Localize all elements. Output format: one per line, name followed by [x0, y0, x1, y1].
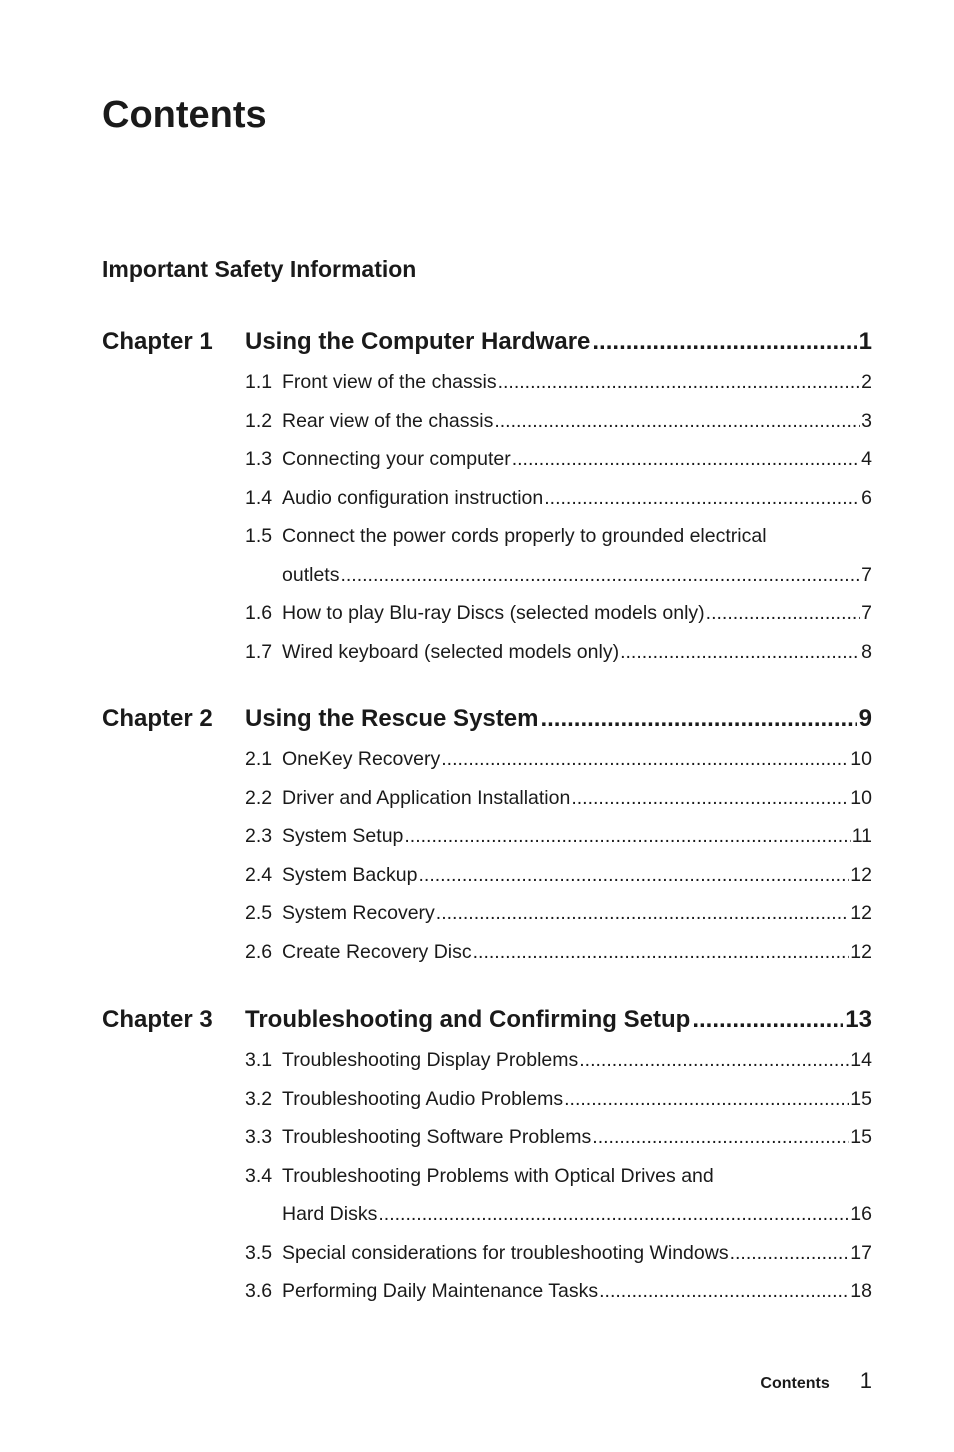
dot-leader: [579, 1041, 849, 1080]
entry-page-number: 6: [861, 486, 872, 509]
entry-page-number: 10: [850, 786, 872, 809]
toc-entry-1-4[interactable]: [245, 479, 872, 518]
toc-entry-2-1[interactable]: [245, 740, 872, 779]
entry-title: System Recovery: [282, 902, 435, 924]
toc-entry-2-2[interactable]: [245, 779, 872, 818]
entry-title: Rear view of the chassis: [282, 409, 494, 432]
safety-heading[interactable]: Important Safety Information: [102, 256, 417, 282]
chapter-3-entries: [245, 1041, 872, 1311]
entry-title: Troubleshooting Audio Problems: [282, 1087, 564, 1110]
entry-title-continued: outlets: [282, 563, 340, 586]
entry-number: 1.3: [245, 448, 273, 470]
entry-number: 2.4: [245, 863, 273, 886]
toc-entry-3-6[interactable]: [245, 1272, 872, 1311]
footer-section-label: Contents: [760, 1375, 830, 1392]
entry-title: Connecting your computer: [282, 448, 511, 470]
dot-leader: [564, 1080, 849, 1119]
dot-leader: [592, 325, 856, 359]
entry-page-number: 10: [850, 748, 872, 770]
dot-leader: [706, 594, 860, 633]
entry-title: Troubleshooting Problems with Optical Drives and: [282, 1164, 714, 1187]
chapter-2-heading[interactable]: [102, 702, 872, 736]
chapter-2-entries: [245, 740, 872, 971]
entry-page-number: 12: [850, 863, 872, 886]
chapter-2: [102, 702, 872, 971]
entry-title: Wired keyboard (selected models only): [282, 640, 620, 663]
entry-number: 2.2: [245, 786, 273, 809]
entry-page-number: 17: [850, 1241, 872, 1264]
toc-entry-3-1[interactable]: [245, 1041, 872, 1080]
entry-number: 3.3: [245, 1126, 273, 1148]
entry-number: 2.5: [245, 902, 273, 924]
entry-title: System Backup: [282, 863, 418, 886]
entry-title: System Setup: [282, 825, 404, 847]
toc-entry-3-4-continued[interactable]: [245, 1195, 872, 1234]
toc-entry-2-4[interactable]: [245, 856, 872, 895]
entry-title: Troubleshooting Display Problems: [282, 1049, 579, 1071]
toc-entry-2-6[interactable]: [245, 933, 872, 972]
entry-number: 1.1: [245, 371, 273, 393]
entry-title: Special considerations for troubleshooting Windows: [282, 1241, 729, 1264]
chapter-1-heading[interactable]: [102, 325, 872, 359]
dot-leader: [512, 440, 860, 479]
toc-entry-1-6[interactable]: [245, 594, 872, 633]
toc-entry-1-7[interactable]: [245, 633, 872, 672]
entry-page-number: 12: [850, 940, 872, 963]
entry-number: 1.2: [245, 409, 273, 432]
chapter-label: Chapter 1: [102, 328, 213, 355]
chapter-page-number: 9: [858, 705, 872, 732]
page-title: Contents: [102, 94, 267, 136]
entry-number: 3.2: [245, 1087, 273, 1110]
dot-leader: [498, 363, 861, 402]
dot-leader: [494, 402, 860, 441]
chapter-label: Chapter 2: [102, 705, 213, 732]
page-footer: [760, 1368, 872, 1394]
entry-page-number: 18: [850, 1280, 872, 1302]
entry-page-number: 4: [861, 448, 872, 470]
dot-leader: [418, 856, 849, 895]
dot-leader: [404, 817, 850, 856]
dot-leader: [620, 633, 860, 672]
toc-entry-1-1[interactable]: [245, 363, 872, 402]
entry-number: 2.6: [245, 940, 273, 963]
entry-number: 1.6: [245, 602, 273, 624]
toc-entry-3-3[interactable]: [245, 1118, 872, 1157]
entry-page-number: 3: [861, 409, 872, 432]
entry-number: 1.4: [245, 486, 273, 509]
entry-page-number: 15: [850, 1087, 872, 1110]
entry-page-number: 12: [850, 902, 872, 924]
entry-number: 2.1: [245, 748, 273, 770]
toc-entry-3-4[interactable]: [245, 1157, 872, 1196]
toc-entry-2-5[interactable]: [245, 894, 872, 933]
dot-leader: [571, 779, 849, 818]
entry-title-continued: Hard Disks: [282, 1203, 378, 1225]
entry-number: 3.5: [245, 1241, 273, 1264]
entry-title: Performing Daily Maintenance Tasks: [282, 1280, 599, 1302]
dot-leader: [340, 556, 860, 595]
toc-entry-1-5[interactable]: [245, 517, 872, 556]
entry-number: 3.1: [245, 1049, 273, 1071]
dot-leader: [544, 479, 860, 518]
entry-page-number: 15: [850, 1126, 872, 1148]
dot-leader: [730, 1234, 850, 1273]
dot-leader: [441, 740, 849, 779]
footer-page-number: 1: [859, 1368, 872, 1393]
entry-title: OneKey Recovery: [282, 748, 441, 770]
chapter-title: Troubleshooting and Confirming Setup: [245, 1006, 691, 1033]
chapter-3-heading[interactable]: [102, 1003, 872, 1037]
chapter-3: [102, 1003, 872, 1311]
chapter-1: [102, 325, 872, 671]
toc-entry-2-3[interactable]: [245, 817, 872, 856]
entry-page-number: 14: [850, 1049, 872, 1071]
dot-leader: [540, 702, 856, 736]
chapter-label: Chapter 3: [102, 1006, 213, 1033]
entry-page-number: 7: [861, 602, 872, 624]
chapter-1-entries: [245, 363, 872, 671]
dot-leader: [436, 894, 850, 933]
entry-number: 3.6: [245, 1280, 273, 1302]
entry-title: Front view of the chassis: [282, 371, 497, 393]
dot-leader: [592, 1118, 849, 1157]
entry-title: Connect the power cords properly to grounded electrical: [282, 525, 767, 547]
entry-title: Troubleshooting Software Problems: [282, 1126, 592, 1148]
entry-number: 3.4: [245, 1164, 273, 1187]
chapter-page-number: 1: [858, 328, 872, 355]
entry-page-number: 2: [861, 371, 872, 393]
entry-number: 1.5: [245, 525, 273, 547]
dot-leader: [692, 1003, 843, 1037]
chapter-page-number: 13: [845, 1006, 872, 1033]
toc-entry-1-5-continued[interactable]: [245, 556, 872, 595]
toc-entry-1-2[interactable]: [245, 402, 872, 441]
entry-number: 1.7: [245, 640, 273, 663]
entry-page-number: 11: [851, 825, 872, 847]
entry-title: How to play Blu-ray Discs (selected models only): [282, 602, 705, 624]
entry-title: Driver and Application Installation: [282, 786, 571, 809]
toc-entry-3-5[interactable]: [245, 1234, 872, 1273]
dot-leader: [599, 1272, 849, 1311]
entry-title: Create Recovery Disc: [282, 940, 472, 963]
entry-title: Audio configuration instruction: [282, 486, 544, 509]
entry-page-number: 16: [850, 1203, 872, 1225]
entry-page-number: 7: [861, 563, 872, 586]
entry-page-number: 8: [861, 640, 872, 663]
toc-entry-3-2[interactable]: [245, 1080, 872, 1119]
toc-entry-1-3[interactable]: [245, 440, 872, 479]
entry-number: 2.3: [245, 825, 273, 847]
chapter-title: Using the Computer Hardware: [245, 328, 591, 355]
dot-leader: [473, 933, 850, 972]
chapter-title: Using the Rescue System: [245, 705, 539, 732]
dot-leader: [378, 1195, 849, 1234]
